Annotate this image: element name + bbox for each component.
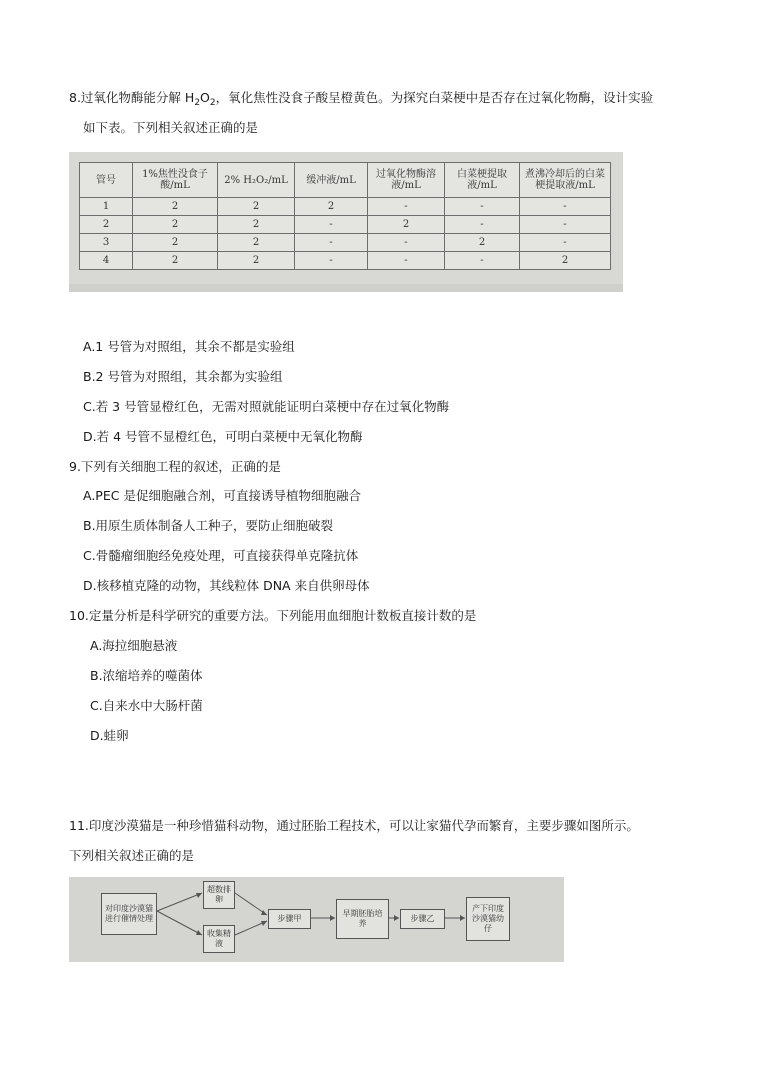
q11-flowchart-photo: [69, 877, 564, 962]
flow-step-yi: 步骤乙: [400, 909, 445, 929]
table-cell: -: [520, 234, 611, 252]
flow-step-early-embryo: 早期胚胎培养: [336, 899, 389, 939]
table-cell: 4: [80, 252, 133, 270]
table-header: 管号: [80, 163, 133, 198]
table-cell: 3: [80, 234, 133, 252]
q10-stem: 10.定量分析是科学研究的重要方法。下列能用血细胞计数板直接计数的是: [69, 608, 477, 623]
q9-option-c: C.骨髓瘤细胞经免疫处理，可直接获得单克隆抗体: [83, 548, 359, 563]
q10-option-b: B.浓缩培养的噬菌体: [90, 668, 203, 683]
table-row: [80, 252, 611, 270]
table-cell: 2: [218, 252, 295, 270]
table-header-row: [80, 163, 611, 198]
table-cell: 2: [295, 198, 368, 216]
q10-option-c: C.自来水中大肠杆菌: [90, 698, 203, 713]
table-cell: 2: [218, 198, 295, 216]
table-row: [80, 198, 611, 216]
table-header: 过氧化物酶溶液/mL: [368, 163, 445, 198]
table-cell: 2: [218, 234, 295, 252]
table-cell: -: [368, 198, 445, 216]
flow-step-superovulation: 超数排卵: [203, 881, 235, 909]
table-cell: 2: [218, 216, 295, 234]
table-header: 白菜梗提取液/mL: [445, 163, 520, 198]
table-header: 煮沸冷却后的白菜梗提取液/mL: [520, 163, 611, 198]
table-row: [80, 216, 611, 234]
q8-option-d: D.若 4 号管不显橙红色，可明白菜梗中无氧化物酶: [83, 429, 363, 444]
q10-option-a: A.海拉细胞悬液: [90, 638, 178, 653]
flow-step-jia: 步骤甲: [268, 909, 311, 929]
flow-step-collect-semen: 收集精液: [203, 925, 235, 953]
q10-option-d: D.蛙卵: [90, 728, 129, 743]
table-cell: 2: [445, 234, 520, 252]
table-cell: -: [368, 252, 445, 270]
q9-option-a: A.PEC 是促细胞融合剂，可直接诱导植物细胞融合: [83, 488, 361, 503]
table-cell: -: [445, 198, 520, 216]
q8-stem-line1: 8.过氧化物酶能分解 $H_2O_2$，氧化焦性没食子酸呈橙黄色。为探究白菜梗中是否存在过氧化物酶，设计实验: [69, 90, 654, 108]
q8-option-c: C.若 3 号管显橙红色，无需对照就能证明白菜梗中存在过氧化物酶: [83, 399, 450, 414]
table-header: 1%焦性没食子酸/mL: [133, 163, 218, 198]
flow-step-end: 产下印度沙漠猫幼仔: [466, 897, 510, 941]
table-cell: 2: [133, 198, 218, 216]
table-cell: -: [295, 216, 368, 234]
table-cell: -: [445, 216, 520, 234]
table-cell: -: [445, 252, 520, 270]
table-row: [80, 234, 611, 252]
table-cell: -: [295, 252, 368, 270]
q8-experiment-table: [79, 162, 611, 270]
q11-stem-line1: 11.印度沙漠猫是一种珍惜猫科动物，通过胚胎工程技术，可以让家猫代孕而繁育，主要步骤如图所示。: [69, 818, 639, 833]
table-header: 缓冲液/mL: [295, 163, 368, 198]
table-cell: 2: [368, 216, 445, 234]
table-cell: 2: [133, 216, 218, 234]
flow-step-start: 对印度沙漠猫进行催情处理: [101, 893, 157, 935]
table-cell: 2: [80, 216, 133, 234]
q8-stem-line2: 如下表。下列相关叙述正确的是: [83, 120, 259, 135]
q8-table-photo: [69, 152, 623, 292]
table-header: 2% H₂O₂/mL: [218, 163, 295, 198]
q9-option-b: B.用原生质体制备人工种子，要防止细胞破裂: [83, 518, 334, 533]
q11-stem-line2: 下列相关叙述正确的是: [69, 848, 195, 863]
q9-stem: 9.下列有关细胞工程的叙述，正确的是: [69, 459, 281, 474]
table-cell: 2: [520, 252, 611, 270]
photo-edge: [69, 284, 623, 292]
table-cell: 2: [133, 234, 218, 252]
q8-option-a: A.1 号管为对照组，其余不都是实验组: [83, 339, 295, 354]
table-cell: -: [295, 234, 368, 252]
table-cell: -: [520, 216, 611, 234]
table-cell: -: [520, 198, 611, 216]
q9-option-d: D.核移植克隆的动物，其线粒体 DNA 来自供卵母体: [83, 578, 370, 593]
table-cell: 2: [133, 252, 218, 270]
q8-option-b: B.2 号管为对照组，其余都为实验组: [83, 369, 283, 384]
table-cell: 1: [80, 198, 133, 216]
table-cell: -: [368, 234, 445, 252]
